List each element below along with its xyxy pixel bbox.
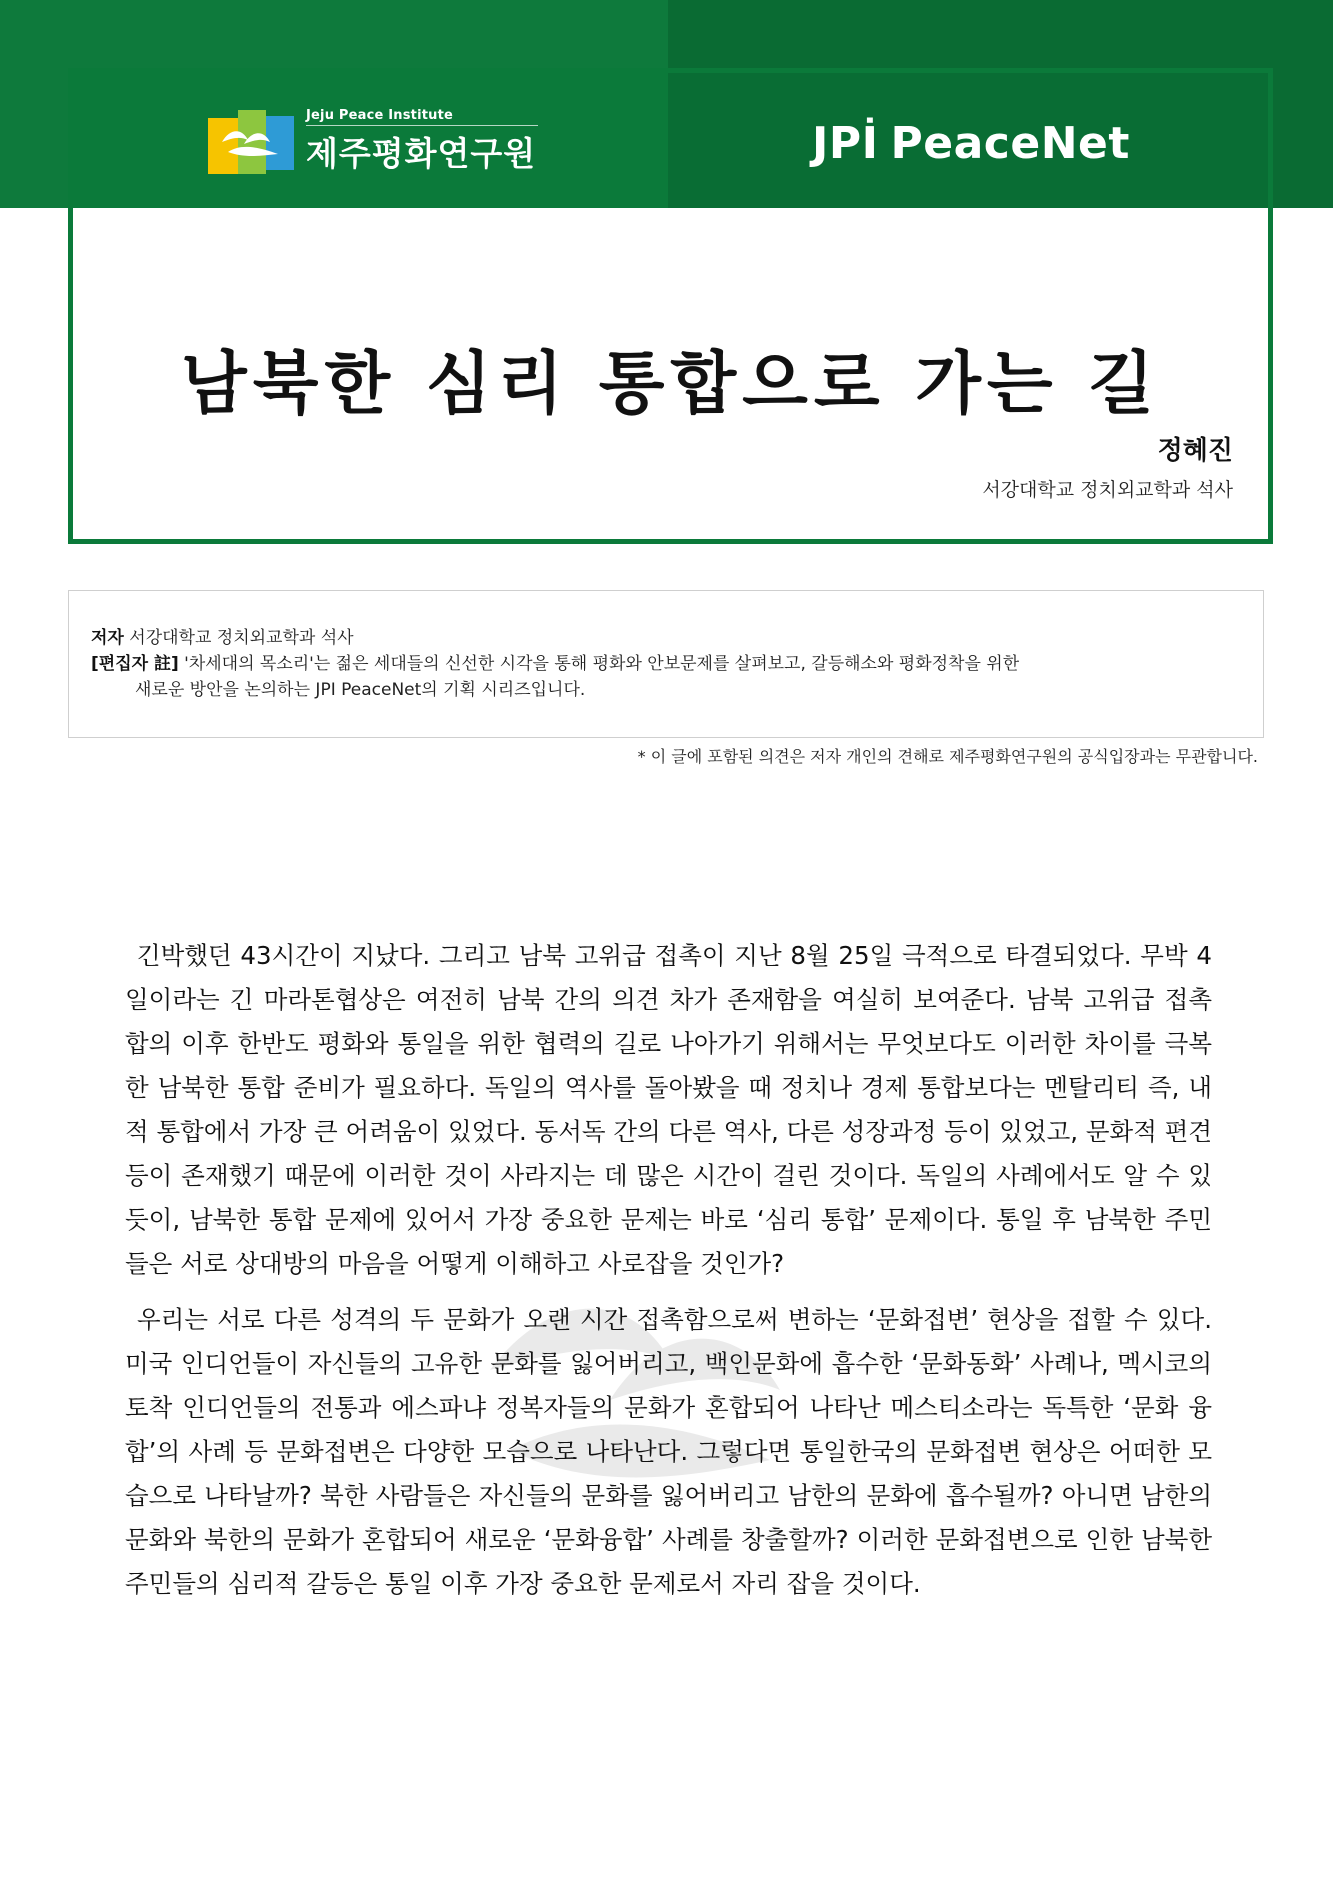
info-editor-line-2: 새로운 방안을 논의하는 JPI PeaceNet의 기획 시리즈입니다.: [135, 680, 586, 700]
disclaimer: * 이 글에 포함된 의견은 저자 개인의 견해로 제주평화연구원의 공식입장과는 무관합니다.: [637, 747, 1258, 766]
info-editor-note: '차세대의 목소리'는 젊은 세대들의 신선한 시각을 통해 평화와 안보문제를 살펴보고, 갈등해소와 평화정착을 위한: [184, 654, 1020, 674]
jpi-mark: JPİ: [812, 118, 879, 169]
body-paragraph: 우리는 서로 다른 성격의 두 문화가 오랜 시간 접촉함으로써 변하는 ‘문화접변’ 현상을 접할 수 있다. 미국 인디언들이 자신들의 고유한 문화를 잃어버리고, 백인문화에 흡수한 ‘문화동화’ 사례나, 멕시코의 토착 인디언들의 전통과 에스파냐 정복자들의 문화가 혼합되어 나타난 메스티소라는 독특한 ‘문화 융합’의 사례 등 문화접변은 다양한 모습으로 나타난다. 그렇다면 통일한국의 문화접변 현상은 어떠한 모습으로 나타날까? 북한 사람들은 자신들의 문화를 잃어버리고 남한의 문화에 흡수될까? 아니면 남한의 문화와 북한의 문화가 혼합되어 새로운 ‘문화융합’ 사례를 창출할까? 이러한 문화접변으로 인한 남북한 주민들의 심리적 갈등은 통일 이후 가장 중요한 문제로서 자리 잡을 것이다.: [125, 1305, 1212, 1598]
info-box: [68, 590, 1264, 738]
article-title: 남북한 심리 통합으로 가는 길: [181, 345, 1160, 424]
jpi-logo: [208, 108, 538, 175]
info-editor-label: [편집자 註]: [91, 654, 179, 674]
info-author-line: [91, 625, 354, 651]
info-editor-line: [91, 651, 1243, 677]
author-affiliation: 서강대학교 정치외교학과 석사: [982, 479, 1233, 501]
author-name: 정혜진: [1157, 436, 1233, 466]
info-author-label: 저자: [91, 628, 124, 648]
jpi-english-name: Jeju Peace Institute: [306, 108, 538, 126]
body-paragraph: 긴박했던 43시간이 지났다. 그리고 남북 고위급 접촉이 지난 8월 25일 극적으로 타결되었다. 무박 4일이라는 긴 마라톤협상은 여전히 남북 간의 의견 차가 존재함을 여실히 보여준다. 남북 고위급 접촉 합의 이후 한반도 평화와 통일을 위한 협력의 길로 나아가기 위해서는 무엇보다도 이러한 차이를 극복한 남북한 통합 준비가 필요하다. 독일의 역사를 돌아봤을 때 정치나 경제 통합보다는 멘탈리티 즉, 내적 통합에서 가장 큰 어려움이 있었다. 동서독 간의 다른 역사, 다른 성장과정 등이 있었고, 문화적 편견 등이 존재했기 때문에 이러한 것이 사라지는 데 많은 시간이 걸린 것이다. 독일의 사례에서도 알 수 있듯이, 남북한 통합 문제에 있어서 가장 중요한 문제는 바로 ‘심리 통합’ 문제이다. 통일 후 남북한 주민들은 서로 상대방의 마음을 어떻게 이해하고 사로잡을 것인가?: [125, 941, 1212, 1278]
info-author-value: 서강대학교 정치외교학과 석사: [129, 628, 354, 648]
peacenet-name: PeaceNet: [890, 118, 1130, 169]
article-body: [125, 934, 1212, 1606]
peacenet-logo: [812, 118, 1130, 169]
jpi-bird-emblem-icon: [208, 110, 294, 174]
jpi-korean-name: 제주평화연구원: [306, 134, 537, 173]
